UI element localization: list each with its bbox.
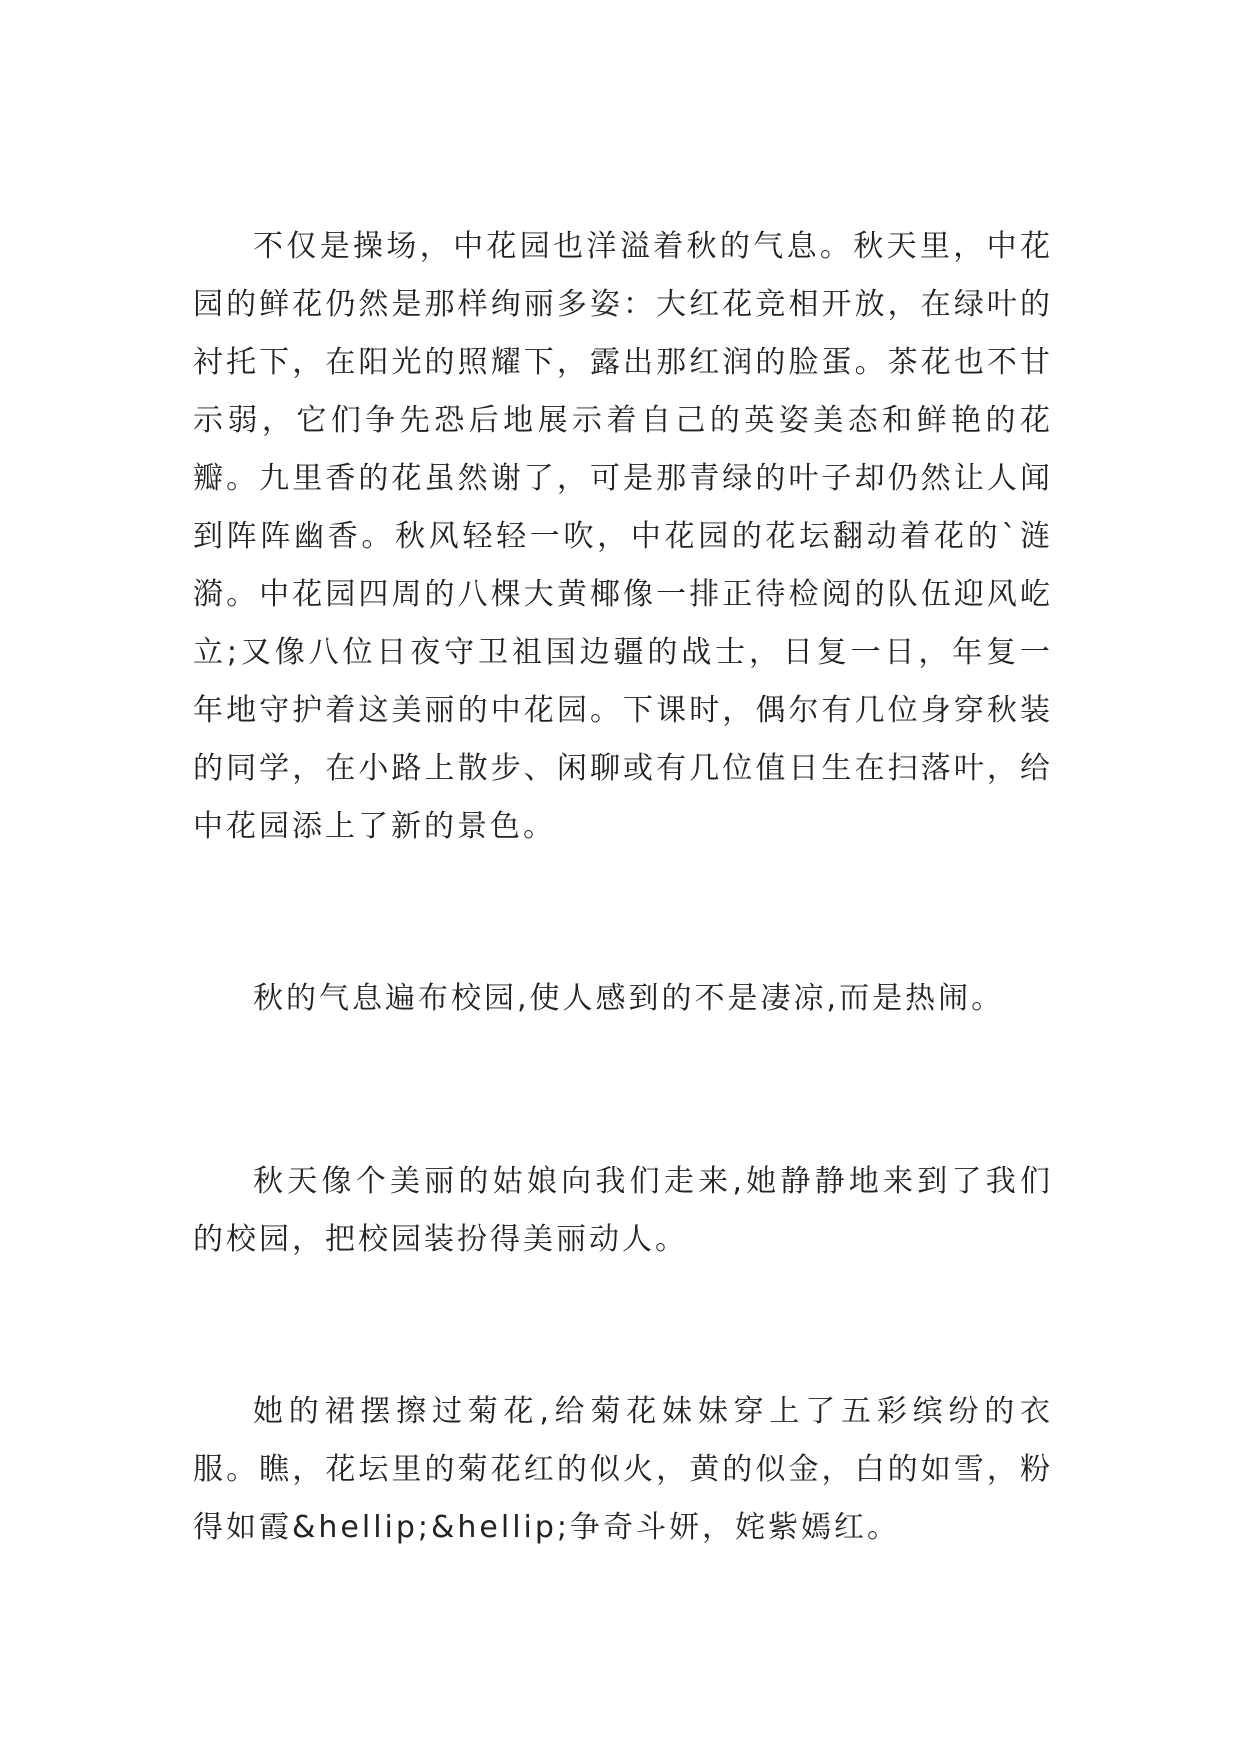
paragraph-4: 她的裙摆擦过菊花,给菊花妹妹穿上了五彩缤纷的衣服。瞧，花坛里的菊花红的似火，黄的似金，白的如雪，粉得如霞&hellip;&hellip;争奇斗妍，姹紫嫣红。	[193, 1394, 1053, 1545]
paragraph-2: 秋的气息遍布校园,使人感到的不是凄凉,而是热闹。	[253, 981, 1005, 1016]
paragraph-1: 不仅是操场，中花园也洋溢着秋的气息。秋天里，中花园的鲜花仍然是那样绚丽多姿：大红花竞相开放，在绿叶的衬托下，在阳光的照耀下，露出那红润的脸蛋。茶花也不甘示弱，它们争先恐后地展示着自己的英姿美态和鲜艳的花瓣。九里香的花虽然谢了，可是那青绿的叶子却仍然让人闻到阵阵幽香。秋风轻轻一吹，中花园的花坛翻动着花的`涟漪。中花园四周的八棵大黄椰像一排正待检阅的队伍迎风屹立;又像八位日夜守卫祖国边疆的战士，日复一日，年复一年地守护着这美丽的中花园。下课时，偶尔有几位身穿秋装的同学，在小路上散步、闲聊或有几位值日生在扫落叶，给中花园添上了新的景色。	[193, 229, 1053, 844]
paragraph-3: 秋天像个美丽的姑娘向我们走来,她静静地来到了我们的校园，把校园装扮得美丽动人。	[193, 1164, 1053, 1257]
